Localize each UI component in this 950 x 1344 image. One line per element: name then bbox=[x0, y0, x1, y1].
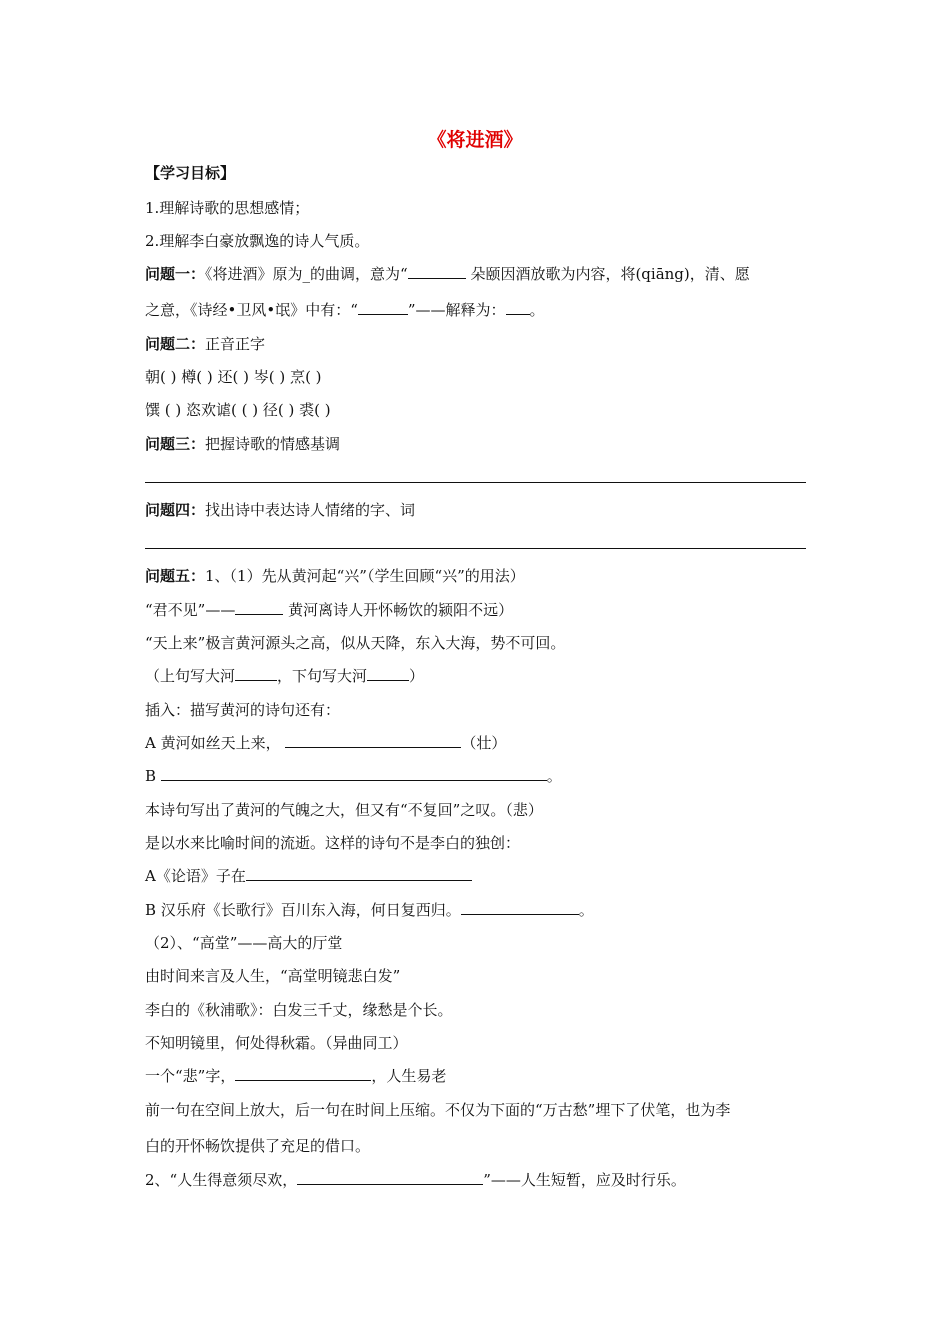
question-5-line-15: 不知明镜里，何处得秋霜。（异曲同工） bbox=[145, 1034, 408, 1052]
text: 。 bbox=[578, 901, 594, 919]
blank[interactable] bbox=[235, 1066, 371, 1081]
pronunciation-item: 岑( ) bbox=[253, 368, 286, 386]
blank[interactable] bbox=[161, 766, 547, 781]
question-5-line-14: 李白的《秋浦歌》：白发三千丈，缘愁是个长。 bbox=[145, 1001, 453, 1019]
text: A 黄河如丝天上来， bbox=[145, 734, 281, 752]
text: （壮） bbox=[461, 734, 507, 752]
question-5-line-10 bbox=[145, 866, 472, 886]
pronunciation-item: 径( ) bbox=[262, 401, 295, 419]
question-5-label: 问题五： bbox=[145, 567, 206, 585]
pronunciation-item: 恣欢谑( ( ) bbox=[186, 401, 259, 419]
pronunciation-row-1 bbox=[145, 367, 322, 387]
question-2-label: 问题二： bbox=[145, 335, 206, 353]
text: 黄河离诗人开怀畅饮的颍阳不远） bbox=[283, 601, 514, 619]
question-5-line-16 bbox=[145, 1066, 446, 1086]
goal-item-1: 1.理解诗歌的思想感情； bbox=[145, 199, 310, 217]
text: ，人生易老 bbox=[371, 1067, 447, 1085]
question-5-line-8: 本诗句写出了黄河的气魄之大，但又有“不复回”之叹。（悲） bbox=[145, 801, 543, 819]
blank[interactable] bbox=[285, 733, 461, 748]
blank[interactable] bbox=[235, 600, 283, 615]
pronunciation-item: 烹( ) bbox=[290, 368, 322, 386]
question-2 bbox=[145, 334, 265, 354]
text: 。 bbox=[546, 767, 562, 785]
question-3-label: 问题三： bbox=[145, 435, 206, 453]
text: 一个“悲”字， bbox=[145, 1067, 236, 1085]
text: ”——人生短暂，应及时行乐。 bbox=[483, 1171, 686, 1189]
question-3 bbox=[145, 434, 340, 454]
question-5-line-11 bbox=[145, 900, 594, 920]
question-5-line-12: （2）、“高堂”——高大的厅堂 bbox=[145, 934, 343, 952]
pronunciation-row-2 bbox=[145, 400, 331, 420]
text: ） bbox=[409, 667, 425, 685]
question-3-text: 把握诗歌的情感基调 bbox=[205, 435, 341, 453]
question-5-line-9: 是以水来比喻时间的流逝。这样的诗句不是李白的独创： bbox=[145, 834, 521, 852]
text: A《论语》子在 bbox=[145, 867, 246, 885]
question-2-text: 正音正字 bbox=[205, 335, 266, 353]
question-5-line-1 bbox=[145, 566, 525, 586]
pronunciation-item: 樽( ) bbox=[181, 368, 213, 386]
question-5-line-5: 插入：描写黄河的诗句还有： bbox=[145, 701, 341, 719]
blank[interactable] bbox=[297, 1170, 483, 1185]
answer-line[interactable] bbox=[145, 482, 806, 483]
question-1-text-b: 朵颐因酒放歌为内容，将(qiāng)，清、愿 bbox=[465, 265, 750, 283]
goal-item-2: 2.理解李白豪放飘逸的诗人气质。 bbox=[145, 232, 370, 250]
goals-heading: 【学习目标】 bbox=[145, 164, 236, 182]
blank[interactable] bbox=[358, 300, 408, 315]
question-4-text: 找出诗中表达诗人情绪的字、词 bbox=[205, 501, 416, 519]
pronunciation-item: 裘( ) bbox=[299, 401, 331, 419]
question-1-text-e: 。 bbox=[529, 301, 545, 319]
question-1-text-a: 《将进酒》原为_的曲调，意为“ bbox=[205, 265, 408, 283]
text: 2、“人生得意须尽欢， bbox=[145, 1171, 298, 1189]
text: ，下句写大河 bbox=[277, 667, 368, 685]
question-1-line-1 bbox=[145, 264, 750, 284]
question-5-line-3: “天上来”极言黄河源头之高，似从天降，东入大海，势不可回。 bbox=[145, 634, 566, 652]
question-1-label: 问题一： bbox=[145, 265, 206, 283]
blank[interactable] bbox=[246, 866, 472, 881]
pronunciation-item: 朝( ) bbox=[145, 368, 177, 386]
question-1-text-c: 之意，《诗经•卫风•氓》中有：“ bbox=[145, 301, 358, 319]
question-1-text-d: ”——解释为： bbox=[407, 301, 506, 319]
question-5-line-18: 白的开怀畅饮提供了充足的借口。 bbox=[145, 1137, 371, 1155]
question-5-line-13: 由时间来言及人生，“高堂明镜悲白发” bbox=[145, 967, 401, 985]
pronunciation-item: 还( ) bbox=[217, 368, 250, 386]
page-title: 《将进酒》 bbox=[427, 129, 523, 151]
answer-line[interactable] bbox=[145, 548, 806, 549]
question-5-text: 1、（1）先从黄河起“兴”（学生回顾“兴”的用法） bbox=[205, 567, 525, 585]
pronunciation-item: 馔 ( ) bbox=[145, 401, 182, 419]
question-5-line-19 bbox=[145, 1170, 686, 1190]
question-5-line-17: 前一句在空间上放大，后一句在时间上压缩。不仅为下面的“万古愁”埋下了伏笔，也为李 bbox=[145, 1101, 731, 1119]
question-5-line-7 bbox=[145, 766, 562, 786]
question-5-line-4 bbox=[145, 666, 424, 686]
blank[interactable] bbox=[235, 666, 277, 681]
blank[interactable] bbox=[408, 264, 466, 279]
text: （上句写大河 bbox=[145, 667, 236, 685]
blank[interactable] bbox=[506, 300, 530, 315]
blank[interactable] bbox=[367, 666, 409, 681]
text: B bbox=[145, 767, 161, 785]
text: B 汉乐府《长歌行》百川东入海，何日复西归。 bbox=[145, 901, 461, 919]
question-1-line-2 bbox=[145, 300, 545, 320]
question-5-line-6 bbox=[145, 733, 506, 753]
blank[interactable] bbox=[461, 900, 579, 915]
text: “君不见”—— bbox=[145, 601, 236, 619]
question-4-label: 问题四： bbox=[145, 501, 206, 519]
question-5-line-2 bbox=[145, 600, 513, 620]
question-4 bbox=[145, 500, 415, 520]
